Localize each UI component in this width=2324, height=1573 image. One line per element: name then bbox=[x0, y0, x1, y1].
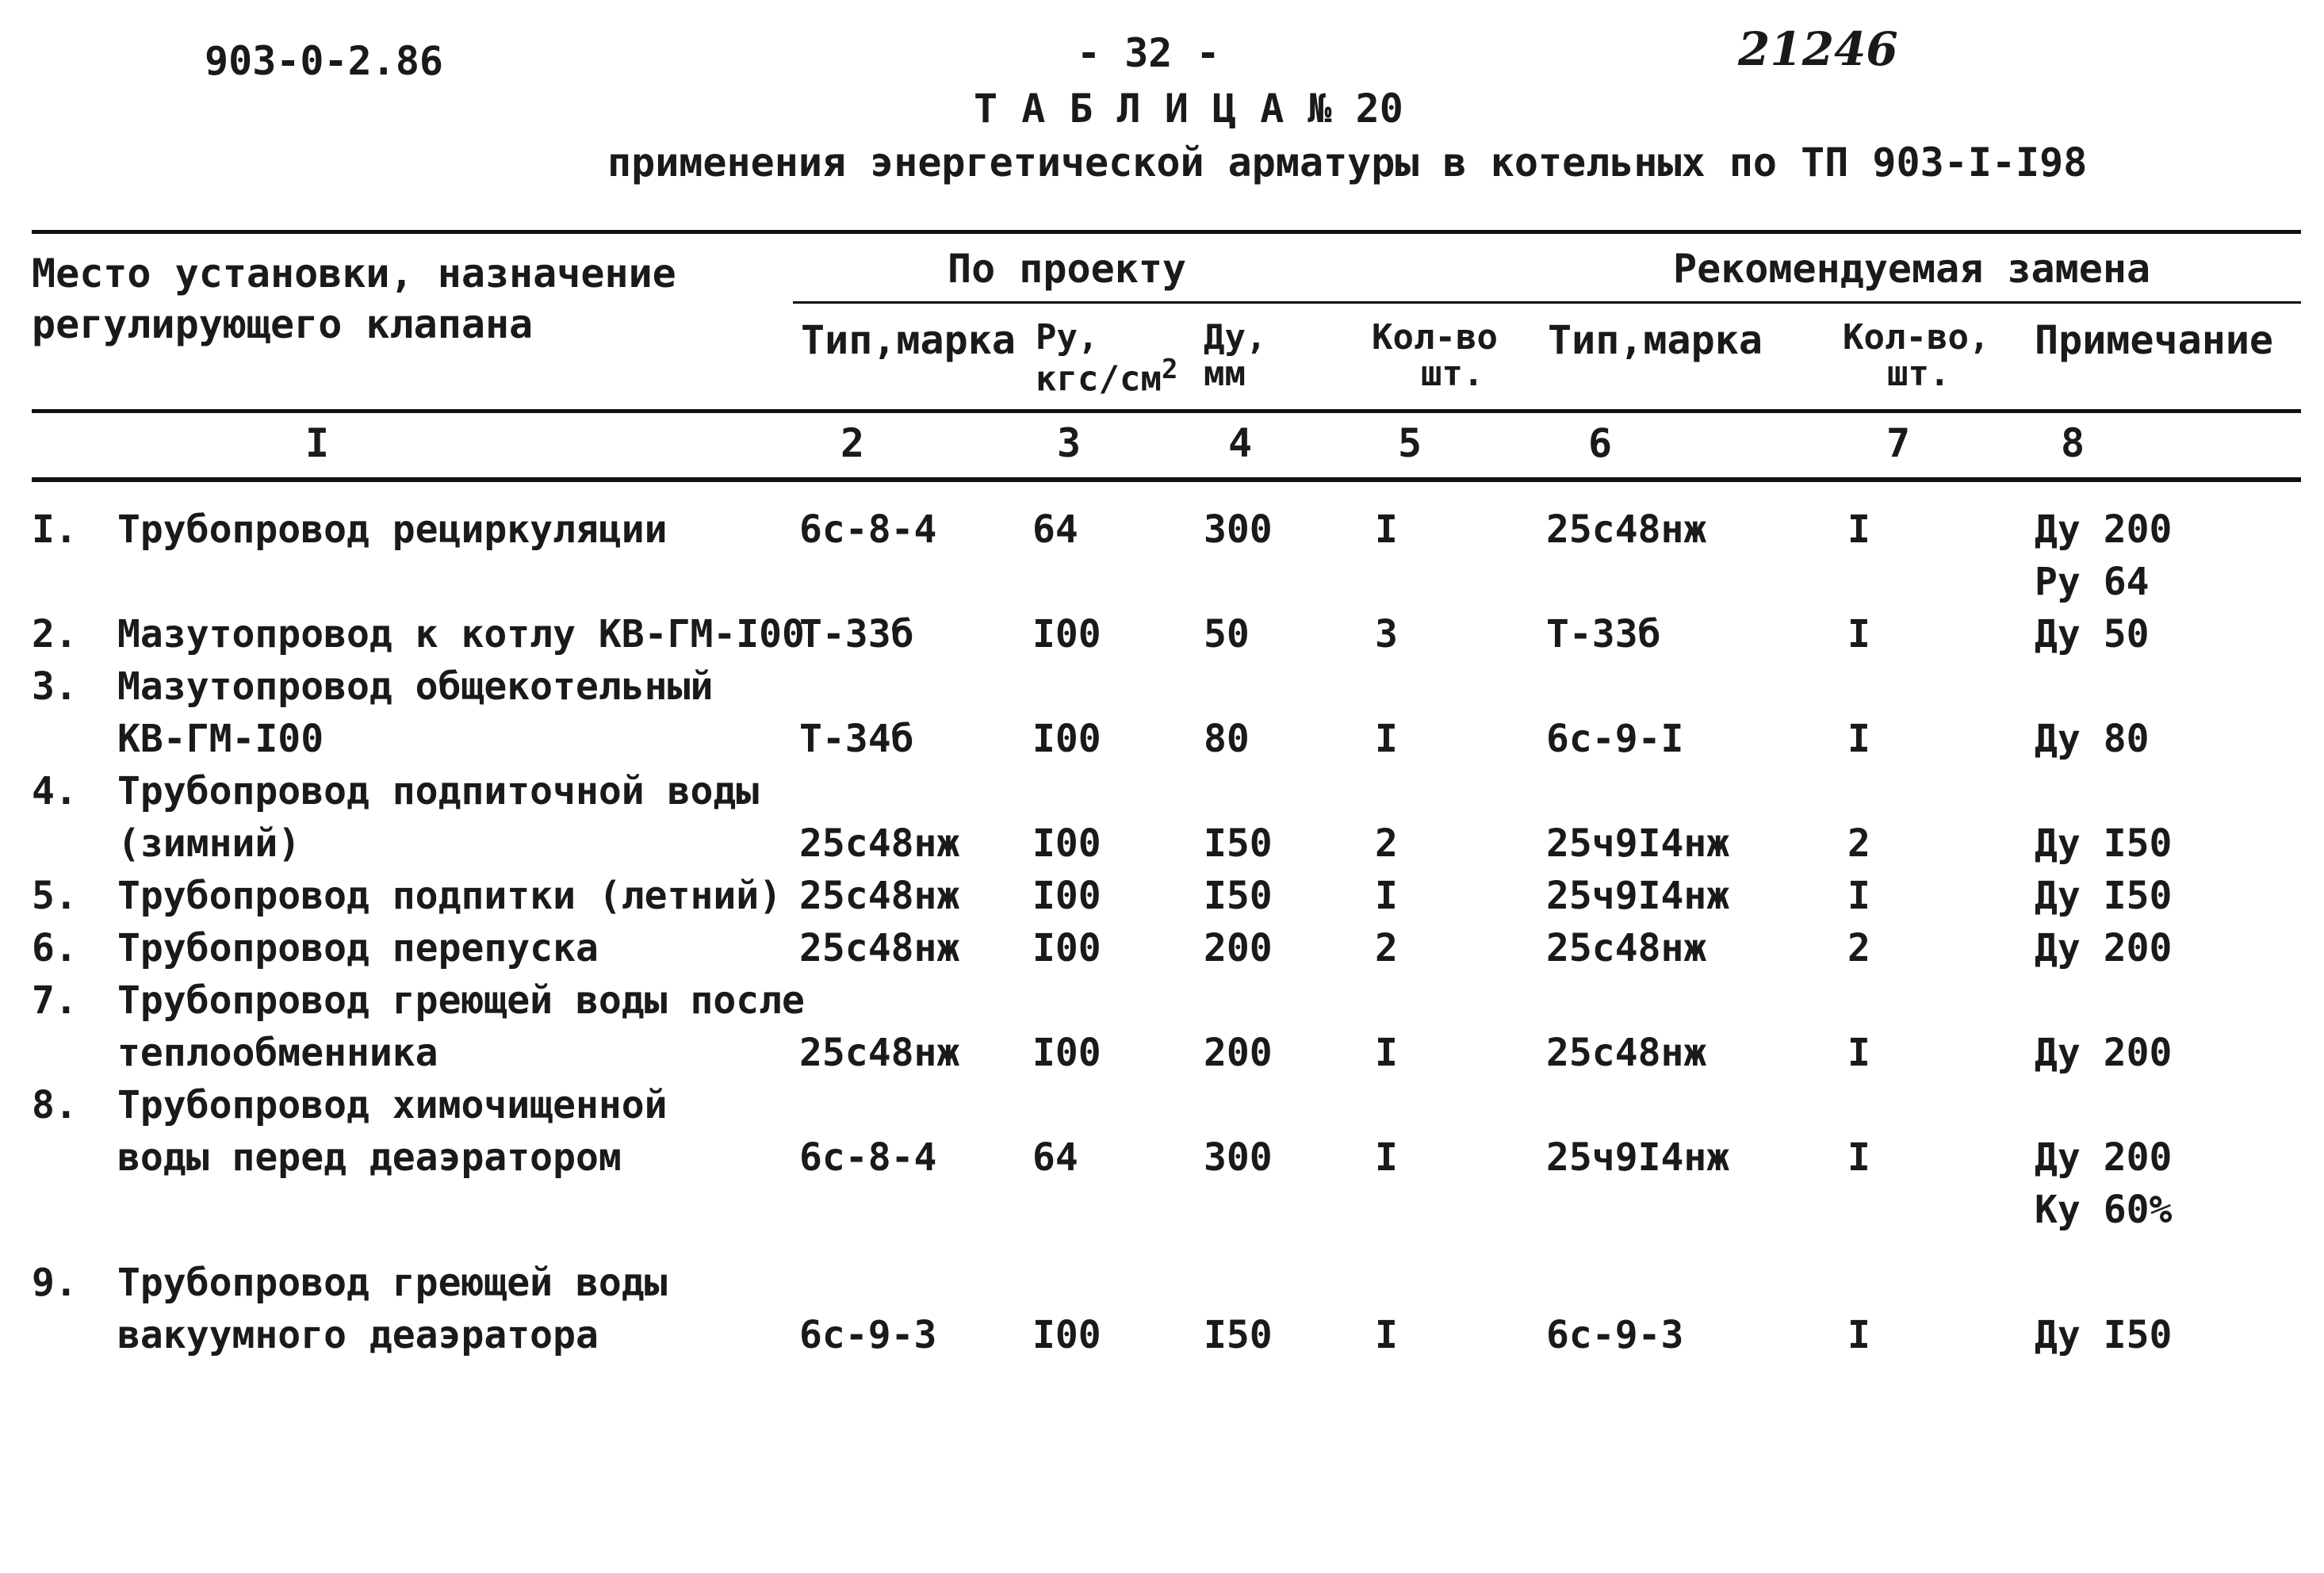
row-type-brand: Т-33б bbox=[799, 612, 914, 656]
header-group-project: По проекту bbox=[948, 246, 1187, 292]
row-number: 6. bbox=[32, 926, 78, 970]
row-diameter: I50 bbox=[1204, 874, 1273, 918]
header-location-line1: Место установки, назначение bbox=[32, 251, 676, 297]
row-diameter: 200 bbox=[1204, 926, 1273, 970]
row-quantity: I bbox=[1375, 507, 1398, 552]
row-number: I. bbox=[32, 507, 78, 552]
header-rep-type-brand: Тип,марка bbox=[1548, 317, 1763, 363]
row-diameter: I50 bbox=[1204, 1313, 1273, 1357]
row-quantity: 2 bbox=[1375, 821, 1398, 866]
header-pressure-unit: кгс/см bbox=[1036, 358, 1162, 400]
row-location-name: Трубопровод греющей воды bbox=[117, 1261, 668, 1305]
row-note: Ду I50 bbox=[2035, 1313, 2173, 1357]
row-pressure: I00 bbox=[1032, 874, 1101, 918]
row-diameter: 300 bbox=[1204, 507, 1273, 552]
row-quantity: I bbox=[1375, 1031, 1398, 1075]
header-rep-qty-line1: Кол-во, bbox=[1843, 317, 1990, 358]
row-location-name: вакуумного деаэратора bbox=[117, 1313, 599, 1357]
row-type-brand: 25с48нж bbox=[799, 1031, 960, 1075]
row-replacement-quantity: I bbox=[1847, 874, 1870, 918]
row-replacement-type: 6с-9-3 bbox=[1546, 1313, 1684, 1357]
row-number: 4. bbox=[32, 769, 78, 813]
row-type-brand: Т-34б bbox=[799, 717, 914, 761]
row-type-brand: 25с48нж bbox=[799, 874, 960, 918]
row-quantity: I bbox=[1375, 874, 1398, 918]
row-diameter: 300 bbox=[1204, 1135, 1273, 1180]
row-location-name: Мазутопровод общекотельный bbox=[117, 664, 714, 709]
header-pressure-exponent: 2 bbox=[1161, 354, 1178, 385]
column-number: 6 bbox=[1587, 420, 1613, 466]
row-quantity: I bbox=[1375, 1313, 1398, 1357]
document-code: 903-0-2.86 bbox=[205, 38, 444, 84]
row-replacement-type: 6с-9-I bbox=[1546, 717, 1684, 761]
row-location-name: теплообменника bbox=[117, 1031, 438, 1075]
row-number: 8. bbox=[32, 1083, 78, 1127]
row-pressure: I00 bbox=[1032, 717, 1101, 761]
row-note: Ру 64 bbox=[2035, 560, 2150, 604]
header-qty-line1: Кол-во bbox=[1372, 317, 1498, 358]
row-replacement-quantity: I bbox=[1847, 1313, 1870, 1357]
row-diameter: 200 bbox=[1204, 1031, 1273, 1075]
row-quantity: I bbox=[1375, 1135, 1398, 1180]
row-replacement-quantity: I bbox=[1847, 1031, 1870, 1075]
column-number: 8 bbox=[2060, 420, 2085, 466]
row-type-brand: 25с48нж bbox=[799, 821, 960, 866]
header-note: Примечание bbox=[2035, 317, 2274, 363]
column-numbers-rule bbox=[32, 477, 2301, 482]
header-bottom-rule bbox=[32, 409, 2301, 413]
row-note: Ку 60% bbox=[2035, 1188, 2173, 1232]
row-location-name: Мазутопровод к котлу КВ-ГМ-I00 bbox=[117, 612, 805, 656]
row-location-name: Трубопровод греющей воды после bbox=[117, 978, 805, 1023]
row-pressure: I00 bbox=[1032, 926, 1101, 970]
row-pressure: I00 bbox=[1032, 1031, 1101, 1075]
row-location-name: Трубопровод химочищенной bbox=[117, 1083, 668, 1127]
row-quantity: 3 bbox=[1375, 612, 1398, 656]
row-note: Ду 80 bbox=[2035, 717, 2150, 761]
row-pressure: 64 bbox=[1032, 1135, 1078, 1180]
column-number: 5 bbox=[1397, 420, 1422, 466]
row-diameter: I50 bbox=[1204, 821, 1273, 866]
row-location-name: КВ-ГМ-I00 bbox=[117, 717, 324, 761]
column-number: 2 bbox=[840, 420, 865, 466]
row-location-name: Трубопровод рециркуляции bbox=[117, 507, 668, 552]
header-diameter-line2: мм bbox=[1204, 354, 1246, 394]
row-quantity: 2 bbox=[1375, 926, 1398, 970]
header-qty-line2: шт. bbox=[1421, 354, 1484, 394]
page-number: - 32 - bbox=[1077, 30, 1220, 76]
row-diameter: 50 bbox=[1204, 612, 1250, 656]
row-replacement-type: 25ч9I4нж bbox=[1546, 821, 1730, 866]
row-note: Ду I50 bbox=[2035, 874, 2173, 918]
group-header-rule bbox=[793, 301, 2301, 304]
row-replacement-quantity: I bbox=[1847, 1135, 1870, 1180]
row-diameter: 80 bbox=[1204, 717, 1250, 761]
row-type-brand: 6с-9-3 bbox=[799, 1313, 937, 1357]
row-type-brand: 6с-8-4 bbox=[799, 507, 937, 552]
archive-number: 21246 bbox=[1738, 22, 1898, 76]
column-number: 4 bbox=[1227, 420, 1253, 466]
row-replacement-type: Т-33б bbox=[1546, 612, 1661, 656]
row-replacement-quantity: 2 bbox=[1847, 821, 1870, 866]
row-replacement-type: 25с48нж bbox=[1546, 926, 1707, 970]
column-number: 3 bbox=[1056, 420, 1082, 466]
row-number: 3. bbox=[32, 664, 78, 709]
row-number: 7. bbox=[32, 978, 78, 1023]
header-pressure-line1: Ру, bbox=[1036, 317, 1099, 358]
header-location-line2: регулирующего клапана bbox=[32, 301, 534, 347]
row-replacement-type: 25с48нж bbox=[1546, 1031, 1707, 1075]
row-replacement-quantity: 2 bbox=[1847, 926, 1870, 970]
row-number: 9. bbox=[32, 1261, 78, 1305]
row-number: 2. bbox=[32, 612, 78, 656]
row-number: 5. bbox=[32, 874, 78, 918]
row-location-name: Трубопровод подпитки (летний) bbox=[117, 874, 783, 918]
table-top-rule bbox=[32, 230, 2301, 234]
row-location-name: (зимний) bbox=[117, 821, 301, 866]
row-note: Ду 200 bbox=[2035, 926, 2173, 970]
row-pressure: I00 bbox=[1032, 1313, 1101, 1357]
row-location-name: воды перед деаэратором bbox=[117, 1135, 622, 1180]
column-number: 7 bbox=[1886, 420, 1911, 466]
header-diameter-line1: Ду, bbox=[1204, 317, 1267, 358]
row-location-name: Трубопровод перепуска bbox=[117, 926, 599, 970]
row-replacement-quantity: I bbox=[1847, 612, 1870, 656]
header-type-brand: Тип,марка bbox=[801, 317, 1016, 363]
row-pressure: 64 bbox=[1032, 507, 1078, 552]
row-note: Ду 200 bbox=[2035, 1031, 2173, 1075]
column-number: I bbox=[304, 420, 330, 466]
header-pressure-line2 bbox=[1036, 354, 1177, 400]
table-title: Т А Б Л И Ц А № 20 bbox=[974, 86, 1403, 132]
row-pressure: I00 bbox=[1032, 821, 1101, 866]
row-replacement-quantity: I bbox=[1847, 507, 1870, 552]
row-type-brand: 6с-8-4 bbox=[799, 1135, 937, 1180]
row-replacement-type: 25ч9I4нж bbox=[1546, 874, 1730, 918]
row-quantity: I bbox=[1375, 717, 1398, 761]
row-location-name: Трубопровод подпиточной воды bbox=[117, 769, 760, 813]
table-subtitle: применения энергетической арматуры в котельных по ТП 903-I-I98 bbox=[607, 140, 2088, 186]
row-note: Ду 200 bbox=[2035, 507, 2173, 552]
row-replacement-quantity: I bbox=[1847, 717, 1870, 761]
row-replacement-type: 25с48нж bbox=[1546, 507, 1707, 552]
row-replacement-type: 25ч9I4нж bbox=[1546, 1135, 1730, 1180]
row-note: Ду 50 bbox=[2035, 612, 2150, 656]
row-pressure: I00 bbox=[1032, 612, 1101, 656]
row-type-brand: 25с48нж bbox=[799, 926, 960, 970]
header-group-replacement: Рекомендуемая замена bbox=[1673, 246, 2151, 292]
header-rep-qty-line2: шт. bbox=[1887, 354, 1951, 394]
row-note: Ду 200 bbox=[2035, 1135, 2173, 1180]
row-note: Ду I50 bbox=[2035, 821, 2173, 866]
